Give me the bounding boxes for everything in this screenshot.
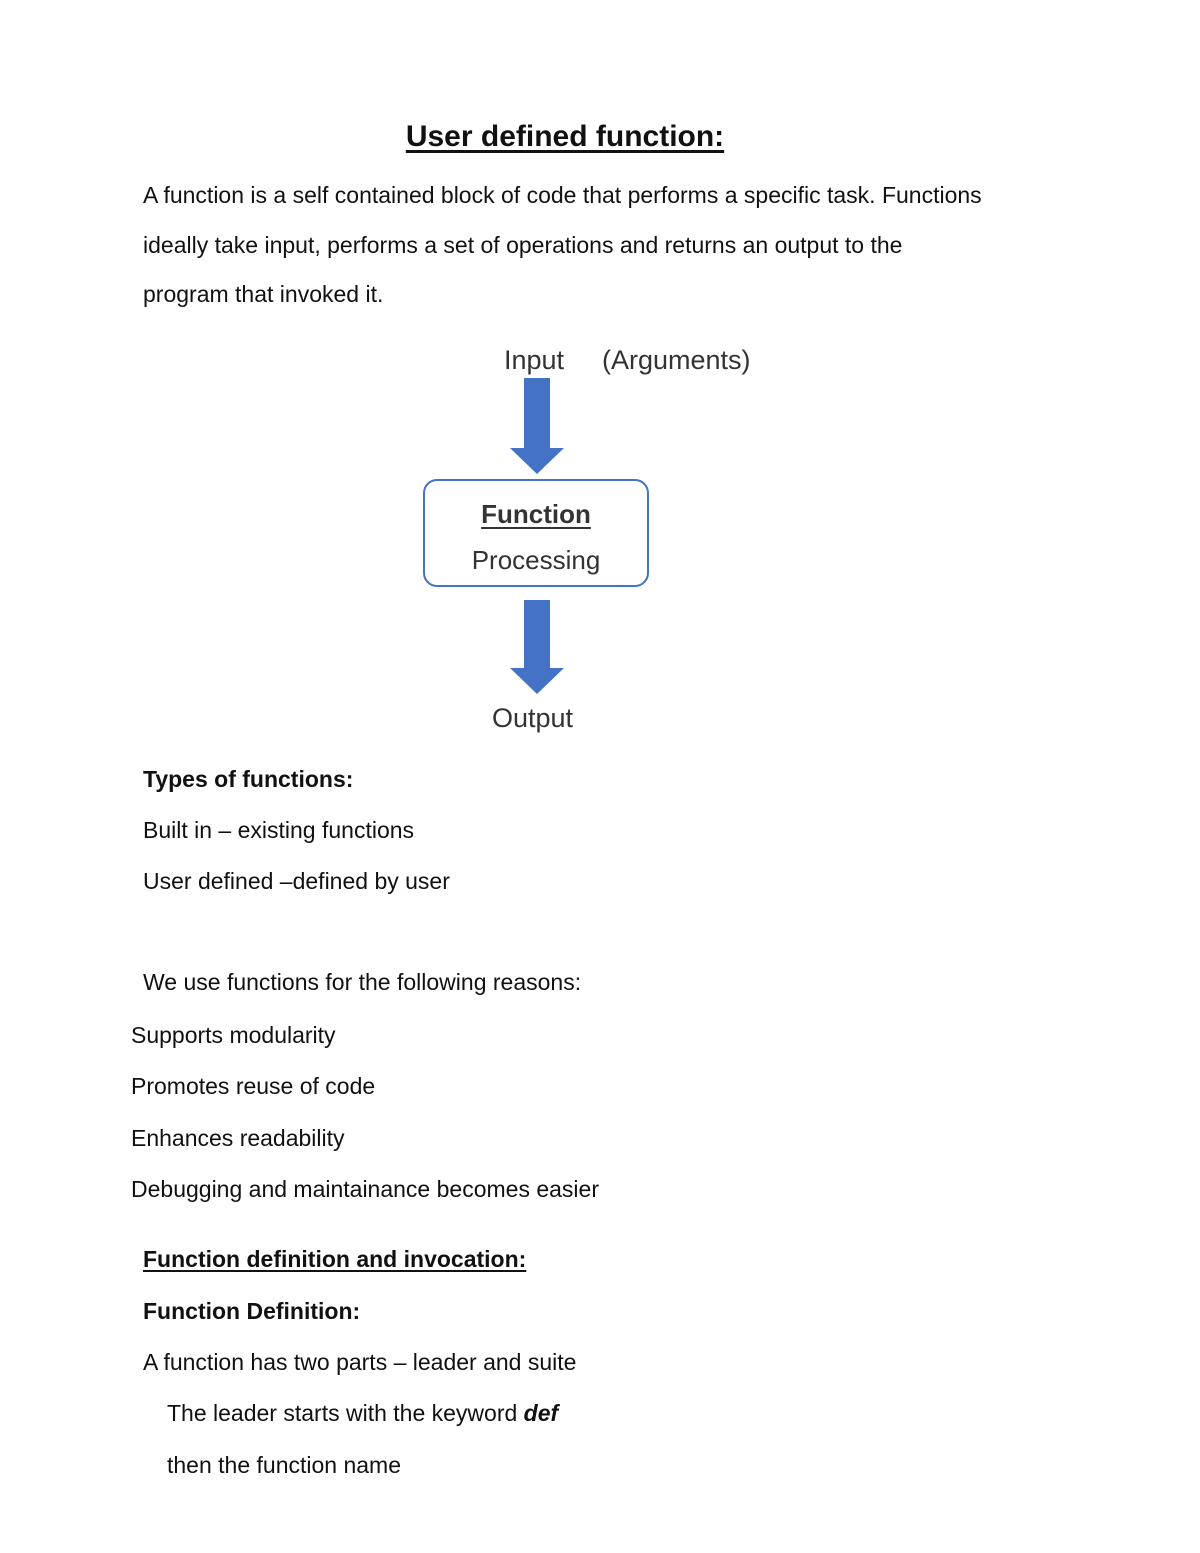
down-arrow-icon [510,378,564,474]
reasons-intro: We use functions for the following reasons: [143,969,582,995]
intro-line-3: program that invoked it. [143,281,384,307]
leader-prefix-text: The leader starts with the keyword [167,1400,524,1426]
reason-item: Enhances readability [131,1125,345,1151]
reason-item: Supports modularity [131,1022,336,1048]
definition-section-heading: Function definition and invocation: [143,1246,527,1272]
definition-leader-line [167,1402,558,1425]
reason-item: Debugging and maintainance becomes easier [131,1176,599,1202]
intro-line-1: A function is a self contained block of code that performs a specific task. Functions [143,182,982,208]
page-title: User defined function: [405,120,725,153]
types-heading: Types of functions: [143,766,354,792]
types-builtin: Built in – existing functions [143,817,415,843]
diagram-output-label: Output [492,703,574,733]
types-user-defined: User defined –defined by user [143,868,450,894]
definition-sub-heading: Function Definition: [143,1298,361,1324]
function-box-title: Function [481,499,591,529]
reason-item: Promotes reuse of code [131,1073,376,1099]
diagram-input-label: Input [504,345,565,375]
def-keyword: def [523,1400,559,1426]
down-arrow-icon [510,600,564,694]
definition-parts: A function has two parts – leader and suite [143,1349,577,1375]
definition-then-name: then the function name [167,1452,401,1478]
diagram-arguments-label: (Arguments) [602,345,751,375]
function-processing-box [423,479,649,587]
intro-line-2: ideally take input, performs a set of operations and returns an output to the [143,232,903,258]
function-box-subtitle: Processing [471,545,601,575]
